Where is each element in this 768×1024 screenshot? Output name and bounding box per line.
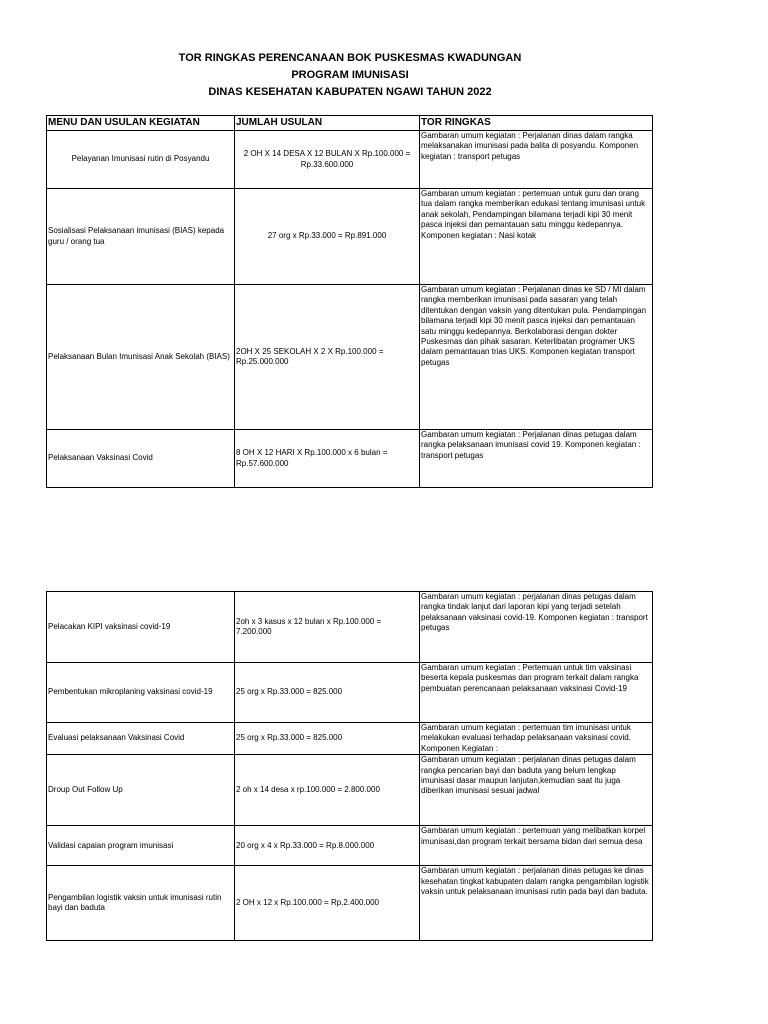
tor-cell: Gambaran umum kegiatan : Perjalanan dinas petugas dalam rangka pelaksanaan imunisasi covid 19. Komponen kegiatan : transport petugas [420,430,653,488]
title-line-1: TOR RINGKAS PERENCANAAN BOK PUSKESMAS KWADUNGAN [178,52,522,64]
tor-cell: Gambaran umum kegiatan : perjalanan dinas petugas dalam rangka pencarian bayi dan baduta yang belum lengkap imunisasi dasar maupun lanjutan,kemudian saat itu juga diberikan imunisasi sesuai jadwal [420,755,653,826]
menu-cell: Pembentukan mikroplaning vaksinasi covid-19 [47,663,235,723]
jumlah-cell: 27 org x Rp.33.000 = Rp.891.000 [235,189,420,285]
title-line-2: PROGRAM IMUNISASI [291,69,409,81]
table-row [47,131,653,189]
jumlah-cell: 25 org x Rp.33.000 = 825.000 [235,663,420,723]
menu-cell: Sosialisasi Pelaksanaan imunisasi (BIAS) kepada guru / orang tua [47,189,235,285]
jumlah-cell: 2 OH X 14 DESA X 12 BULAN X Rp.100.000 = Rp.33.600.000 [235,131,420,189]
header-menu: MENU DAN USULAN KEGIATAN [47,116,235,131]
tor-cell: Gambaran umum kegiatan : Perjalanan dinas dalam rangka melaksanakan imunisasi pada balita di posyandu. Komponen kegiatan : transport petugas [420,131,653,189]
tor-cell: Gambaran umum kegiatan : perjalanan dinas petugas dalam rangka tindak lanjut dari laporan kipi yang terjadi setelah pelaksanaan vaksinasi covid-19. Komponen kegiatan : transport petugas [420,592,653,663]
menu-cell: Pelaksanaan Vaksinasi Covid [47,430,235,488]
tor-table-part-2 [46,591,653,941]
jumlah-cell: 2 OH x 12 x Rp.100.000 = Rp.2.400.000 [235,866,420,941]
table-row [47,755,653,826]
menu-cell: Pelayanan Imunisasi rutin di Posyandu [47,131,235,189]
table-row [47,866,653,941]
document-title [0,50,700,101]
tor-cell: Gambaran umum kegiatan : Pertemuan untuk tim vaksinasi beserta kepala puskesmas dan program terkait dalam rangka pembuatan perencanaan pelaksanaan vaksinasi Covid-19 [420,663,653,723]
title-line-3: DINAS KESEHATAN KABUPATEN NGAWI TAHUN 2022 [208,86,492,98]
tor-cell: Gambaran umum kegiatan : pertemuan untuk guru dan orang tua dalam rangka memberikan edukasi tentang imunisasi untuk anak sekolah, Pendampingan bilamana terjadi kipi 30 menit pasca injeksi dan pemantauan satu minggu kedepannya. Komponen kegiatan : Nasi kotak [420,189,653,285]
table-row [47,189,653,285]
menu-cell: Pelacakan KIPI vaksinasi covid-19 [47,592,235,663]
jumlah-cell: 8 OH X 12 HARI X Rp.100.000 x 6 bulan = Rp.57.600.000 [235,430,420,488]
table-row [47,826,653,866]
jumlah-cell: 20 org x 4 x Rp.33.000 = Rp.8.000.000 [235,826,420,866]
table-row [47,723,653,755]
menu-cell: Pelaksanaan Bulan Imunisasi Anak Sekolah (BIAS) [47,285,235,430]
jumlah-cell: 2oh x 3 kasus x 12 bulan x Rp.100.000 = 7.200.000 [235,592,420,663]
table-header-row [47,116,653,131]
header-jumlah: JUMLAH USULAN [235,116,420,131]
menu-cell: Validasi capaian program imunisasi [47,826,235,866]
tor-cell: Gambaran umum kegiatan : perjalanan dinas petugas ke dinas kesehatan tingkat kabupaten dalam rangka pengambilan logistik vaksin untuk pelaksanaan imunisasi rutin pada bayi dan baduta. [420,866,653,941]
table-row [47,592,653,663]
tor-cell: Gambaran umum kegiatan : Perjalanan dinas ke SD / MI dalam rangka memberikan imunisasi pada sasaran yang telah ditentukan dengan vaksin yang ditentukan pula. Pendampingan bilamana terjadi kipi 30 menit pasca injeksi dan pemantauan satu minggu kedepannya. Berkolaborasi dengan dokter Puskesmas dan pihak sasaran. Keterlibatan programer UKS dalam pemantauan trias UKS. Komponen kegiatan transport petugas [420,285,653,430]
tor-cell: Gambaran umum kegiatan : pertemuan yang melibatkan korpel imunisasi,dan program terkait bersama bidan dari semua desa [420,826,653,866]
menu-cell: Droup Out Follow Up [47,755,235,826]
jumlah-cell: 2 oh x 14 desa x rp.100.000 = 2.800.000 [235,755,420,826]
table-row [47,285,653,430]
table-row [47,663,653,723]
tor-table-part-1 [46,115,653,488]
menu-cell: Evaluasi pelaksanaan Vaksinasi Covid [47,723,235,755]
jumlah-cell: 2OH X 25 SEKOLAH X 2 X Rp.100.000 = Rp.25.000.000 [235,285,420,430]
table-row [47,430,653,488]
header-tor: TOR RINGKAS [420,116,653,131]
menu-cell: Pengambilan logistik vaksin untuk imunisasi rutin bayi dan baduta [47,866,235,941]
tor-cell: Gambaran umum kegiatan : pertemuan tim imunisasi untuk melakukan evaluasi terhadap pelaksanaan vaksinasi covid. Komponen Kegiatan : [420,723,653,755]
jumlah-cell: 25 org x Rp.33.000 = 825.000 [235,723,420,755]
